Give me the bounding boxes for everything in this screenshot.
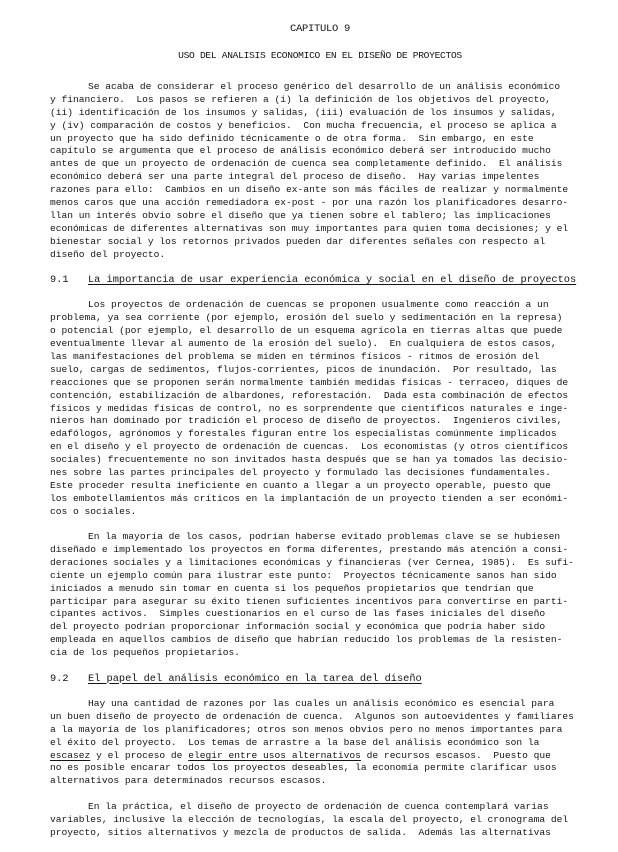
text-segment: y el proceso de (90, 749, 189, 761)
text-line: iniciados a menudo sin tomar en cuenta si los pequeños propietarios que tendrían que (50, 582, 534, 594)
text-line: empleada en aquellos cambios de diseño que habrían reducido los problemas de la resisten- (50, 634, 563, 646)
text-line (50, 750, 590, 763)
section-number: 9.2 (50, 672, 69, 685)
document-body (50, 81, 590, 839)
text-line: a la mayoría de los planificadores; otros son menos obvios pero no menos importantes para (50, 723, 563, 735)
text-line: contención, estabilización de albardones, reforestación. Dada esta combinación de efectos (50, 389, 569, 401)
text-line: en el diseño y el proyecto de ordenación de cuencas. Los economistas (y otros científicos (50, 441, 569, 453)
paragraph (50, 81, 590, 261)
text-line: económico deberá ser una parte integral del proceso de diseño. Hay varias impelentes (50, 171, 540, 183)
text-line: eventualmente llevar al aumento de la erosión del suelo). En cualquiera de estos casos, (50, 338, 557, 350)
text-line: diseño del proyecto. (50, 248, 166, 260)
text-line: físicos y medidas físicas de control, no es sorprendente que científicos naturales e inge- (50, 402, 569, 414)
text-line: (ii) identificación de los insumos y salidas, (iii) evaluación de los insumos y salidas, (50, 106, 557, 118)
text-line: las manifestaciones del problema se miden en términos físicos - ritmos de erosión del (50, 351, 540, 363)
text-line: y financiero. Los pasos se refieren a (i) la definición de los objetivos del proyecto, (50, 93, 551, 105)
text-line: En la práctica, el diseño de proyecto de ordenación de cuenca contemplará varias (88, 800, 549, 812)
text-line: un proyecto que ha sido definido técnicamente o de otra forma. Sin embargo, en este (50, 132, 534, 144)
text-line: nieros han dominado por tradición el proceso de diseño de proyectos. Ingenieros civiles, (50, 415, 563, 427)
underlined-text: escasez (50, 749, 91, 761)
text-line: sociales) frecuentemente no son invitados hasta después que se han ya tomados las decisio- (50, 454, 569, 466)
text-line: ciente un ejemplo común para ilustrar este punto: Proyectos técnicamente sanos han sido (50, 569, 557, 581)
text-line: alternativos para determinados recursos escasos. (50, 775, 327, 787)
paragraph (50, 299, 590, 518)
text-line: cos o sociales. (50, 505, 137, 517)
text-line: Este proceder resulta ineficiente en cuanto a llegar a un proyecto operable, puesto que (50, 479, 551, 491)
text-line: los embotellamientos más críticos en la implantación de un proyecto tienden a ser económi- (50, 492, 569, 504)
text-line: problema, ya sea corriente (por ejemplo, erosión del suelo y sedimentación en la represa) (50, 312, 563, 324)
text-line: deraciones sociales y a limitaciones económicas y financieras (ver Cernea, 1985). Es sufi- (50, 556, 574, 568)
text-line: Se acaba de considerar el proceso genérico del desarrollo de un análisis económico (88, 81, 561, 92)
paragraph (50, 531, 590, 660)
text-line: participar para asegurar su éxito tienen suficientes incentivos para convertirse en parti- (50, 595, 569, 607)
text-line: edafólogos, agrónomos y forestales figuran entre los especialistas comúnmente implicados (50, 428, 557, 440)
paragraph (50, 698, 590, 788)
text-line: menos caros que una acción remediadora ex-post - por una razón los planificadores desarro- (50, 197, 569, 209)
text-line: nes sobre las partes principales del proyecto y formulado las decisiones fundamentales. (50, 467, 551, 479)
text-line: o potencial (por ejemplo, el desarrollo de un esquema agrícola en tierras altas que puede (50, 325, 563, 337)
text-line: y (iv) comparación de costos y beneficios. Con mucha frecuencia, el proceso se aplica a (50, 119, 557, 131)
chapter-title: USO DEL ANALISIS ECONOMICO EN EL DISEÑO DE PROYECTOS (178, 50, 462, 61)
section-heading (50, 274, 590, 287)
section-heading (50, 673, 590, 686)
text-line: variables, inclusive la elección de tecnologías, la escala del proyecto, el cronograma del (50, 813, 569, 825)
text-line: En la mayoría de los casos, podrían haberse evitado problemas clave se se hubiesen (88, 531, 561, 543)
text-segment: de recursos escasos. Puesto que (360, 749, 551, 761)
text-line: capítulo se argumenta que el proceso de análisis económico deberá ser introducido mucho (50, 145, 551, 157)
text-line: un buen diseño de proyecto de ordenación de cuenca. Algunos son autoevidentes y familiares (50, 710, 574, 722)
paragraph (50, 801, 590, 840)
text-line: Los proyectos de ordenación de cuencas se proponen usualmente como reacción a un (88, 299, 549, 311)
text-line: suelo, cargas de sedimentos, flujos-corrientes, picos de inundación. Por resultado, las (50, 363, 557, 375)
text-line: bienestar social y los retornos privados pueden dar diferentes señales con respecto al (50, 235, 546, 247)
text-line: llan un interés obvio sobre el diseño que ya tienen sobre el tablero; las implicaciones (50, 209, 551, 221)
section-title: El papel del análisis económico en la tarea del diseño (88, 672, 422, 685)
text-line: cipantes activos. Simples cuestionarios en el curso de las fases iniciales del diseño (50, 608, 546, 620)
text-line: proyecto, sitios alternativos y mezcla de productos de salida. Además las alternativas (50, 826, 551, 838)
text-line: el éxito del proyecto. Los temas de arrastre a la base del análisis económico son la (50, 736, 540, 748)
text-line: diseñado e implementado los proyectos en forma diferentes, prestando más atención a consi- (50, 544, 569, 555)
text-line: del proyecto podrían proporcionar información social y económica que podría haber sido (50, 621, 546, 633)
underlined-text: elegir entre usos alternativos (188, 749, 361, 761)
text-line: razones para ello: Cambios en un diseño ex-ante son más fáciles de realizar y normalmente (50, 184, 569, 196)
text-line: antes de que un proyecto de ordenación de cuenca sea completamente definido. El análisis (50, 158, 563, 170)
text-line: Hay una cantidad de razones por las cuales un análisis económico es esencial para (88, 698, 555, 710)
text-line: reacciones que se proponen serán normalmente también medidas físicas - terraceo, diques de (50, 376, 569, 388)
chapter-number: CAPITULO 9 (289, 23, 350, 35)
text-line: no es posible encarar todos los proyectos deseables, la economía permite clarificar usos (50, 762, 557, 774)
section-title: La importancia de usar experiencia económica y social en el diseño de proyectos (88, 273, 577, 286)
section-number: 9.1 (50, 273, 69, 286)
text-line: cia de los pequeños propietarios. (50, 647, 240, 659)
text-line: económicas de diferentes alternativas son muy importantes para quien toma decisiones; y el (50, 222, 569, 234)
